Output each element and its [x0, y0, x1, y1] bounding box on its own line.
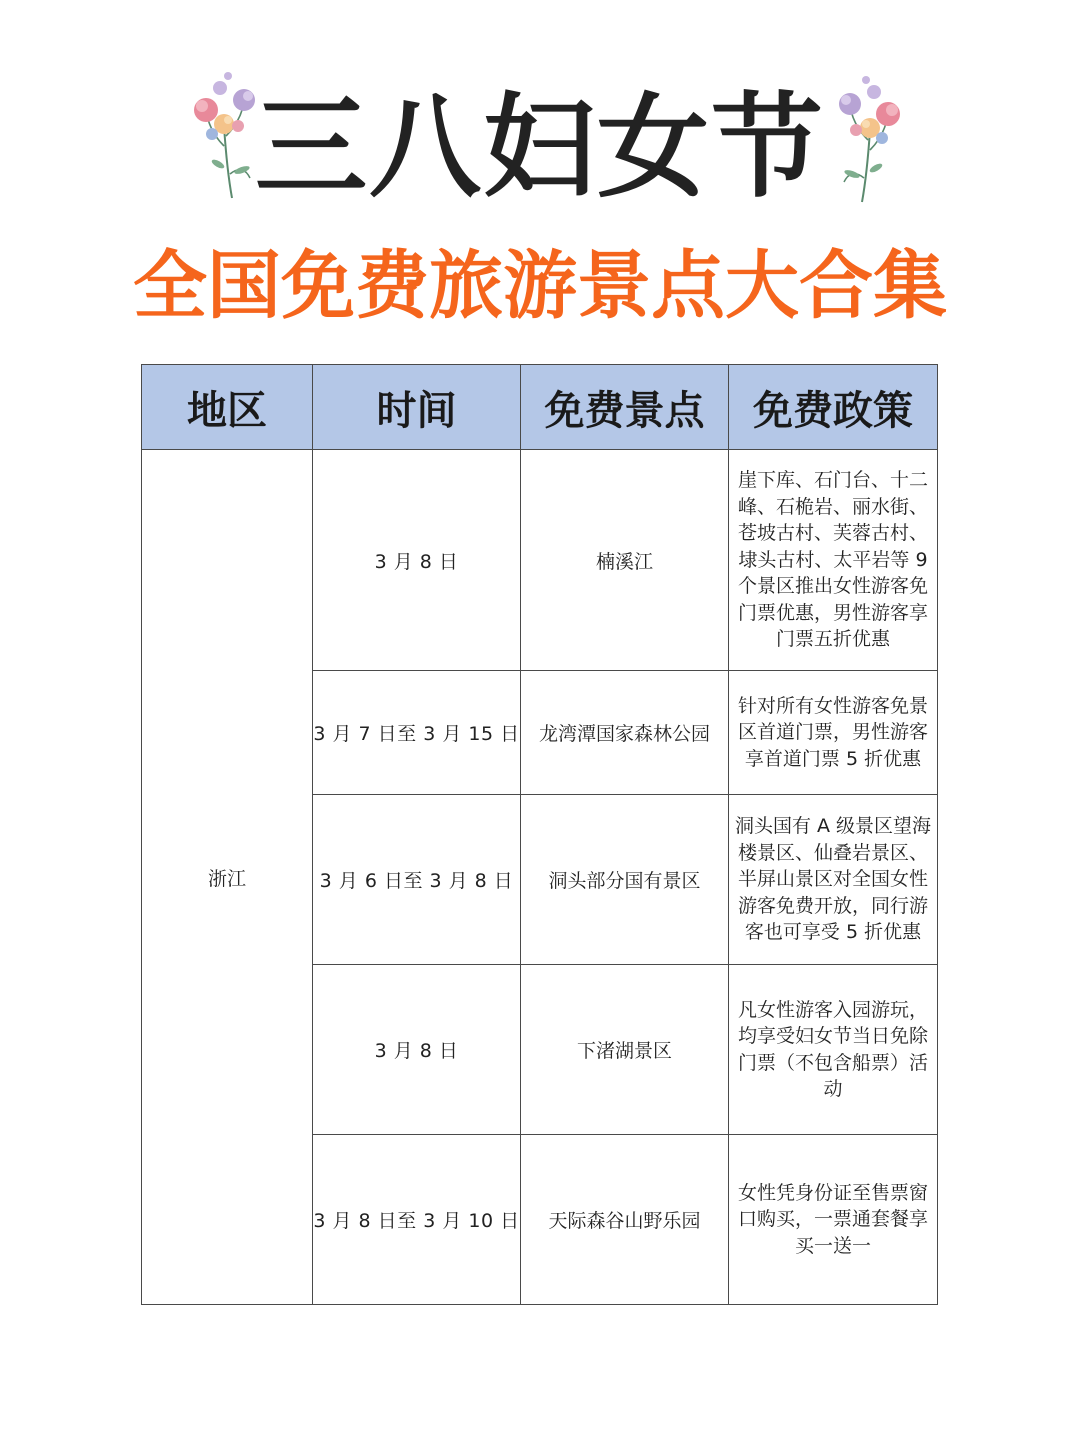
- time-cell: 3 月 7 日至 3 月 15 日: [313, 671, 521, 795]
- spot-cell: 洞头部分国有景区: [521, 795, 729, 965]
- time-cell: 3 月 6 日至 3 月 8 日: [313, 795, 521, 965]
- header-region: 地区: [142, 365, 313, 450]
- spot-cell: 楠溪江: [521, 450, 729, 671]
- spot-cell: 天际森谷山野乐园: [521, 1135, 729, 1305]
- header-time: 时间: [313, 365, 521, 450]
- region-cell: 浙江: [142, 450, 313, 1305]
- time-cell: 3 月 8 日: [313, 965, 521, 1135]
- table-row: [142, 450, 938, 671]
- policy-cell: 针对所有女性游客免景区首道门票，男性游客享首道门票 5 折优惠: [729, 671, 938, 795]
- time-cell: 3 月 8 日: [313, 450, 521, 671]
- table-header-row: [142, 365, 938, 450]
- spot-cell: 下渚湖景区: [521, 965, 729, 1135]
- time-cell: 3 月 8 日至 3 月 10 日: [313, 1135, 521, 1305]
- free-attractions-table: [141, 364, 938, 1305]
- header-policy: 免费政策: [729, 365, 938, 450]
- policy-cell: 女性凭身份证至售票窗口购买，一票通套餐享买一送一: [729, 1135, 938, 1305]
- policy-cell: 崖下库、石门台、十二峰、石桅岩、丽水街、苍坡古村、芙蓉古村、埭头古村、太平岩等 9 个景区推出女性游客免门票优惠，男性游客享门票五折优惠: [729, 450, 938, 671]
- policy-cell: 凡女性游客入园游玩，均享受妇女节当日免除门票（不包含船票）活动: [729, 965, 938, 1135]
- page-title: 三八妇女节: [255, 82, 825, 213]
- policy-cell: 洞头国有 A 级景区望海楼景区、仙叠岩景区、半屏山景区对全国女性游客免费开放，同行游客也可享受 5 折优惠: [729, 795, 938, 965]
- header-spot: 免费景点: [521, 365, 729, 450]
- spot-cell: 龙湾潭国家森林公园: [521, 671, 729, 795]
- page-subtitle: 全国免费旅游景点大合集: [133, 243, 947, 329]
